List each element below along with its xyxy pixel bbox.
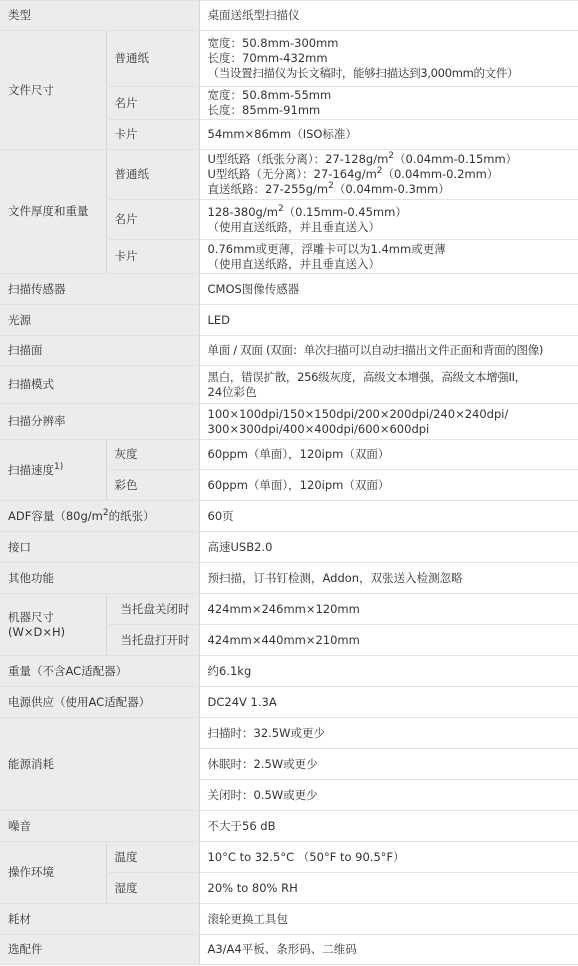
dims-label-line: (W×D×H) [8, 624, 66, 639]
thickness-card-name-label: 名片 [106, 200, 199, 240]
thickness-label: 文件厚度和重量 [0, 150, 106, 274]
row-adf [0, 501, 578, 532]
row-sensor [0, 274, 578, 305]
superscript: 2 [102, 507, 109, 518]
thickness-plain-line [208, 167, 571, 182]
speed-label-text: 扫描速度 [8, 462, 54, 477]
speed-gray-value: 60ppm（单面），120ipm（双面） [199, 440, 578, 470]
doc-size-plain-value [199, 31, 578, 87]
adf-label [0, 501, 199, 532]
scan-mode-line: 黑白，错误扩散，256级灰度，高级文本增强，高级文本增强II， [207, 369, 526, 384]
thickness-text: U型纸路（无分离）：27-164g/m [207, 167, 377, 181]
env-humidity-value: 20% to 80% RH [199, 873, 578, 904]
speed-color-label: 彩色 [106, 470, 199, 501]
thickness-card-label: 卡片 [106, 240, 199, 274]
sensor-value: CMOS图像传感器 [199, 274, 578, 305]
thickness-plain-value [199, 150, 578, 200]
light-label: 光源 [0, 305, 199, 336]
doc-size-card-name-line: 长度：85mm-91mm [207, 103, 321, 117]
doc-size-plain-line: 宽度：50.8mm-300mm [207, 36, 339, 50]
thickness-plain-line [208, 182, 571, 197]
consumption-sleep-value: 休眠时：2.5W或更少 [199, 749, 578, 780]
thickness-text: （0.04mm-0.3mm） [333, 182, 450, 196]
speed-gray-label: 灰度 [106, 440, 199, 470]
consumables-value: 滚轮更换工具包 [199, 904, 578, 935]
row-power [0, 687, 578, 718]
consumption-scan-value: 扫描时：32.5W或更少 [199, 718, 578, 749]
thickness-card-name-value [199, 200, 578, 240]
thickness-text: 128-380g/m [207, 204, 278, 219]
adf-value: 60页 [199, 501, 578, 532]
consumption-off-value: 关闭时：0.5W或更少 [199, 780, 578, 811]
other-value: 预扫描，订书钉检测，Addon，双张送入检测忽略 [199, 563, 578, 594]
row-env-temp [0, 842, 578, 873]
thickness-text: 直送纸路：27-255g/m [207, 182, 329, 196]
resolution-line: 300×300dpi/400×400dpi/600×600dpi [207, 421, 430, 436]
thickness-plain-line [208, 152, 571, 167]
doc-size-plain-label: 普通纸 [106, 31, 199, 87]
dims-open-value: 424mm×440mm×210mm [199, 625, 578, 656]
row-doc-size-plain [0, 31, 578, 87]
row-consumables [0, 904, 578, 935]
thickness-text: U型纸路（纸张分离）：27-128g/m [207, 152, 389, 166]
thickness-text: （0.04mm-0.2mm） [382, 167, 499, 181]
dims-label [0, 594, 106, 656]
thickness-card-line: 0.76mm或更薄，浮雕卡可以为1.4mm或更薄 [207, 241, 446, 256]
thickness-card-line: （使用直送纸路，并且垂直送入） [207, 256, 380, 271]
adf-label-text: ADF容量（80g/m [8, 508, 103, 523]
row-weight [0, 656, 578, 687]
type-label: 类型 [0, 1, 199, 31]
speed-label [0, 440, 106, 501]
consumption-label: 能源消耗 [0, 718, 199, 811]
dims-open-label: 当托盘打开时 [106, 625, 199, 656]
dims-closed-value: 424mm×246mm×120mm [199, 594, 578, 625]
doc-size-card-name-line: 宽度：50.8mm-55mm [207, 88, 332, 102]
row-other [0, 563, 578, 594]
dims-label-line: 机器尺寸 [8, 609, 54, 624]
consumables-label: 耗材 [0, 904, 199, 935]
light-value: LED [199, 305, 578, 336]
row-consumption-scan [0, 718, 578, 749]
doc-size-label: 文件尺寸 [0, 31, 106, 150]
row-speed-gray [0, 440, 578, 470]
type-value: 桌面送纸型扫描仪 [199, 1, 578, 31]
noise-value: 不大于56 dB [199, 811, 578, 842]
power-value: DC24V 1.3A [199, 687, 578, 718]
row-scan-side [0, 336, 578, 366]
resolution-label: 扫描分辨率 [0, 404, 199, 440]
speed-color-value: 60ppm（单面），120ipm（双面） [199, 470, 578, 501]
scan-side-label: 扫描面 [0, 336, 199, 366]
env-temp-value: 10°C to 32.5°C （50°F to 90.5°F） [199, 842, 578, 873]
thickness-text: （0.15mm-0.45mm） [283, 204, 407, 219]
scan-mode-line: 24位彩色 [207, 384, 257, 399]
row-options [0, 935, 578, 965]
superscript: 2 [328, 181, 334, 192]
doc-size-card-name-value [199, 87, 578, 120]
thickness-plain-label: 普通纸 [106, 150, 199, 200]
weight-label: 重量（不含AC适配器） [0, 656, 199, 687]
thickness-text: （0.04mm-0.15mm） [394, 152, 518, 166]
adf-label-text: 的纸张） [108, 508, 155, 523]
resolution-line: 100×100dpi/150×150dpi/200×200dpi/240×240dpi/ [207, 406, 509, 421]
doc-size-plain-line: （当设置扫描仪为长文稿时，能够扫描达到3,000mm的文件） [207, 66, 519, 80]
superscript: 1) [54, 461, 64, 472]
options-label: 选配件 [0, 935, 199, 965]
row-noise [0, 811, 578, 842]
doc-size-card-label: 卡片 [106, 120, 199, 150]
dims-closed-label: 当托盘关闭时 [106, 594, 199, 625]
thickness-card-name-line: （使用直送纸路，并且垂直送入） [207, 219, 380, 234]
interface-label: 接口 [0, 532, 199, 563]
scan-mode-label: 扫描模式 [0, 366, 199, 404]
superscript: 2 [388, 151, 395, 162]
interface-value: 高速USB2.0 [199, 532, 578, 563]
thickness-card-name-line [208, 205, 571, 220]
doc-size-card-value: 54mm×86mm（ISO标准） [199, 120, 578, 150]
weight-value: 约6.1kg [199, 656, 578, 687]
row-dims-closed [0, 594, 578, 625]
row-type [0, 1, 578, 31]
scan-mode-value [199, 366, 578, 404]
superscript: 2 [277, 203, 284, 214]
options-value: A3/A4平板、条形码、二维码 [199, 935, 578, 965]
resolution-value [199, 404, 578, 440]
row-thickness-plain [0, 150, 578, 200]
row-scan-mode [0, 366, 578, 404]
noise-label: 噪音 [0, 811, 199, 842]
row-resolution [0, 404, 578, 440]
doc-size-card-name-label: 名片 [106, 87, 199, 120]
doc-size-plain-line: 长度：70mm-432mm [207, 51, 328, 65]
superscript: 2 [376, 166, 383, 177]
thickness-card-value [199, 240, 578, 274]
sensor-label: 扫描传感器 [0, 274, 199, 305]
power-label: 电源供应（使用AC适配器） [0, 687, 199, 718]
scan-side-value: 单面 / 双面 (双面：单次扫描可以自动扫描出文件正面和背面的图像) [199, 336, 578, 366]
other-label: 其他功能 [0, 563, 199, 594]
row-interface [0, 532, 578, 563]
env-humidity-label: 湿度 [106, 873, 199, 904]
env-temp-label: 温度 [106, 842, 199, 873]
env-label: 操作环境 [0, 842, 106, 904]
row-light [0, 305, 578, 336]
